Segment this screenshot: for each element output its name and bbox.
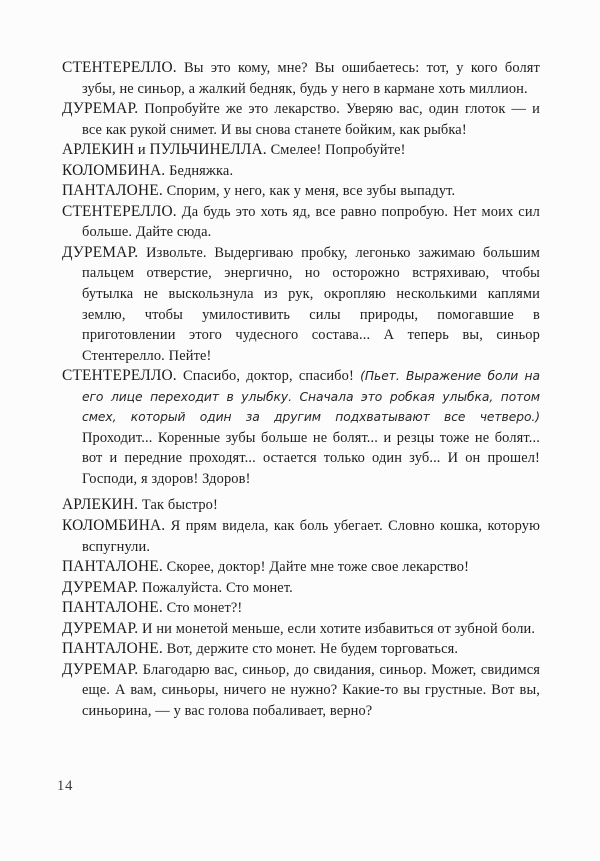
speech-text: Так быстро! <box>138 497 218 514</box>
speech-text: Вы это кому, мне? Вы ошибаетесь: тот, у кого болят зубы, не синьор, а жалкий бедняк, будь у него в кармане хоть миллион. <box>82 60 540 97</box>
speaker-name: ДУРЕМАР. <box>62 660 139 678</box>
speech-text: Бедняжка. <box>165 162 234 179</box>
speech-text: Сто монет?! <box>162 600 243 617</box>
speaker-name: АРЛЕКИН <box>62 141 135 159</box>
speech-text: Я прям видела, как боль убегает. Словно кошка, которую вспугнули. <box>82 518 540 555</box>
page-number: 14 <box>57 778 74 794</box>
speech-line <box>62 660 540 722</box>
speech-line <box>62 140 540 161</box>
speaker-name: ПАНТАЛОНЕ. <box>62 640 163 658</box>
speech-text: Вот, держите сто монет. Не будем торговаться. <box>162 641 459 658</box>
speaker-name: ДУРЕМАР. <box>62 100 139 118</box>
speaker-name: СТЕНТЕРЕЛЛО. <box>62 367 177 385</box>
speech-line <box>62 243 540 366</box>
speech-text-before: Спасибо, доктор, спасибо! <box>176 368 361 385</box>
speech-line <box>62 202 540 243</box>
speech-text: Извольте. Выдергиваю пробку, легонько зажимаю большим пальцем отверстие, энергично, но осторожно встряхиваю, чтобы бутылка не выскользнула из рук, окропляю несколькими каплями землю, чтобы умилостивить силы природы, помогавшие в приготовлении этого чудесного состава... А теперь вы, синьор Стентерелло. Пейте! <box>82 244 540 364</box>
speech-line <box>62 495 540 516</box>
speech-text-after: Проходит... Коренные зубы больше не болят... и резцы тоже не болят... вот и передние проходят... остается только один зуб... И он прошел! Господи, я здоров! Здоров! <box>82 429 540 487</box>
speech-text: Спорим, у него, как у меня, все зубы выпадут. <box>162 183 456 200</box>
speech-line <box>62 161 540 182</box>
speech-text: Скорее, доктор! Дайте мне тоже свое лекарство! <box>162 559 470 576</box>
speech-line <box>62 598 540 619</box>
speech-line <box>62 181 540 202</box>
speech-line <box>62 619 540 640</box>
speaker-conjunction: и <box>134 142 150 159</box>
speaker-name: ПАНТАЛОНЕ. <box>62 182 163 200</box>
speech-line <box>62 58 540 99</box>
speaker-name-secondary: ПУЛЬЧИНЕЛЛА. <box>149 141 267 159</box>
speaker-name: СТЕНТЕРЕЛЛО. <box>62 59 177 76</box>
speech-line <box>62 99 540 140</box>
play-script-body <box>62 58 540 722</box>
speech-text: Попробуйте же это лекарство. Уверяю вас, один глоток — и все как рукой снимет. И вы снова станете бойким, как рыбка! <box>82 101 540 138</box>
speaker-name: ДУРЕМАР. <box>62 243 139 261</box>
speech-line <box>62 366 540 489</box>
speaker-name: КОЛОМБИНА. <box>62 161 166 179</box>
speech-line <box>62 516 540 557</box>
speech-text: И ни монетой меньше, если хотите избавиться от зубной боли. <box>138 620 536 637</box>
speaker-name: ПАНТАЛОНЕ. <box>62 599 163 617</box>
speech-text: Да будь это хоть яд, все равно попробую. Нет моих сил больше. Дайте сюда. <box>82 203 540 241</box>
speaker-name: ДУРЕМАР. <box>62 578 139 596</box>
speaker-name: ПАНТАЛОНЕ. <box>62 558 163 576</box>
speech-line <box>62 578 540 599</box>
speech-text: Смелее! Попробуйте! <box>266 142 406 159</box>
speech-line <box>62 639 540 660</box>
speech-text: Благодарю вас, синьор, до свидания, синьор. Может, свидимся еще. А вам, синьоры, ничего не нужно? Какие-то вы грустные. Вот вы, синьорина, — у вас голова побаливает, верно? <box>82 661 540 719</box>
speaker-name: КОЛОМБИНА. <box>62 517 166 535</box>
speaker-name: АРЛЕКИН. <box>62 496 139 514</box>
speech-text: Пожалуйста. Сто монет. <box>138 579 293 596</box>
speaker-name: ДУРЕМАР. <box>62 619 139 637</box>
speech-line <box>62 557 540 578</box>
stage-direction: (Пьет. Выражение боли на его лице переходит в улыбку. Сначала это робкая улыбка, потом смех, который один за другим подхватывают все четверо.) <box>82 369 540 425</box>
speaker-name: СТЕНТЕРЕЛЛО. <box>62 202 177 220</box>
